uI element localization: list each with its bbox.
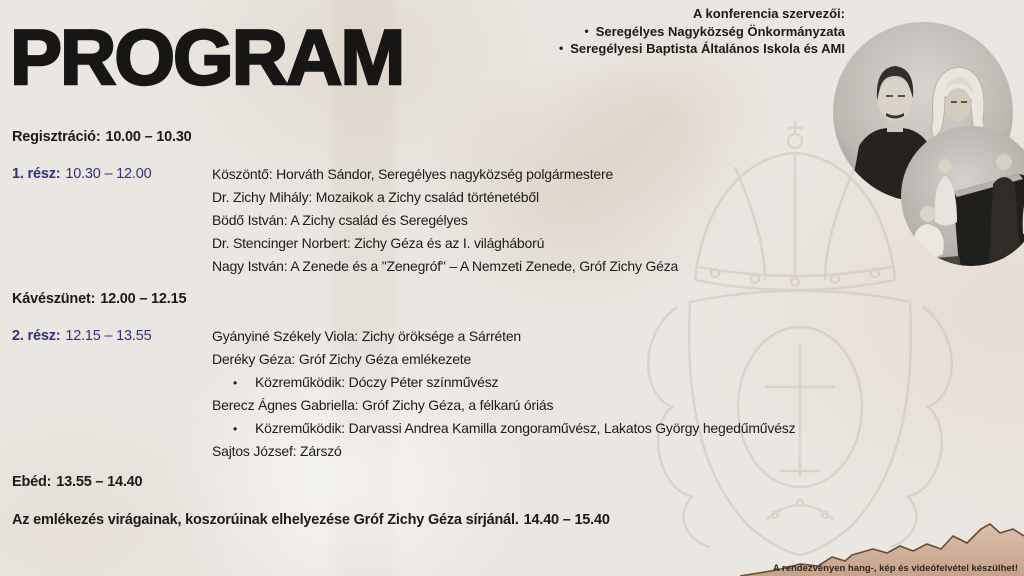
session1-row bbox=[12, 163, 679, 274]
agenda-item: Köszöntő: Horváth Sándor, Seregélyes nagyközség polgármestere bbox=[212, 166, 614, 182]
coffee-break-row bbox=[12, 288, 186, 311]
organizer-name: Seregélyes Nagyközség Önkormányzata bbox=[595, 23, 845, 39]
bullet-icon: • bbox=[559, 41, 564, 55]
organizers-block bbox=[559, 5, 845, 58]
registration-label: Regisztráció: bbox=[12, 129, 101, 145]
session1-items bbox=[212, 163, 678, 278]
registration-row bbox=[12, 126, 192, 149]
family-at-piano-image bbox=[901, 126, 1024, 266]
registration-time: 10.00 – 10.30 bbox=[105, 129, 192, 145]
coffee-break-time: 12.00 – 12.15 bbox=[100, 291, 187, 307]
session2-label bbox=[12, 325, 151, 348]
agenda-subitem-text: Közreműködik: Darvassi Andrea Kamilla zongoraművész, Lakatos György hegedűművész bbox=[255, 420, 796, 436]
session2-row bbox=[12, 325, 796, 459]
agenda-item: Berecz Ágnes Gabriella: Gróf Zichy Géza, a félkarú óriás bbox=[212, 397, 554, 413]
bullet-icon: • bbox=[233, 376, 238, 390]
agenda-subitem bbox=[212, 371, 795, 394]
session2-part: 2. rész: bbox=[12, 328, 61, 344]
agenda-subitem bbox=[212, 417, 795, 440]
organizer-item bbox=[559, 40, 845, 58]
organizer-item bbox=[559, 23, 845, 41]
organizers-heading: A konferencia szervezői: bbox=[693, 6, 845, 21]
lunch-row bbox=[12, 471, 142, 494]
session2-items bbox=[212, 325, 795, 463]
session1-time: 10.30 – 12.00 bbox=[65, 166, 152, 182]
closing-row bbox=[12, 509, 610, 532]
agenda-item: Deréky Géza: Gróf Zichy Géza emlékezete bbox=[212, 351, 472, 367]
session1-label bbox=[12, 163, 151, 186]
session1-part: 1. rész: bbox=[12, 166, 61, 182]
lunch-label: Ebéd: bbox=[12, 474, 52, 490]
lunch-time: 13.55 – 14.40 bbox=[56, 474, 143, 490]
recording-disclaimer: A rendezvényen hang-, kép és videófelvétel készülhet! bbox=[772, 563, 1018, 574]
bullet-icon: • bbox=[233, 422, 238, 436]
agenda-subitem-text: Közreműködik: Dóczy Péter színművész bbox=[255, 374, 499, 390]
agenda-item: Dr. Zichy Mihály: Mozaikok a Zichy család történetéből bbox=[212, 189, 539, 205]
agenda-item: Dr. Stencinger Norbert: Zichy Géza és az I. világháború bbox=[212, 235, 545, 251]
coffee-break-label: Kávészünet: bbox=[12, 291, 96, 307]
bullet-icon: • bbox=[584, 23, 589, 38]
agenda-item: Bödő István: A Zichy család és Seregélyes bbox=[212, 212, 468, 228]
closing-time: 14.40 – 15.40 bbox=[523, 512, 610, 528]
agenda-item: Gyányiné Székely Viola: Zichy öröksége a Sárréten bbox=[212, 328, 521, 344]
session2-time: 12.15 – 13.55 bbox=[65, 328, 152, 344]
family-photo bbox=[901, 126, 1024, 266]
closing-text: Az emlékezés virágainak, koszorúinak elhelyezése Gróf Zichy Géza sírjánál. bbox=[12, 512, 519, 528]
organizer-name: Seregélyesi Baptista Általános Iskola és AMI bbox=[570, 41, 845, 56]
page-title: PROGRAM bbox=[10, 13, 404, 101]
agenda-item: Nagy István: A Zenede és a "Zenegróf" – A Nemzeti Zenede, Gróf Zichy Géza bbox=[212, 258, 679, 274]
agenda-item: Sajtos József: Zárszó bbox=[212, 443, 342, 459]
